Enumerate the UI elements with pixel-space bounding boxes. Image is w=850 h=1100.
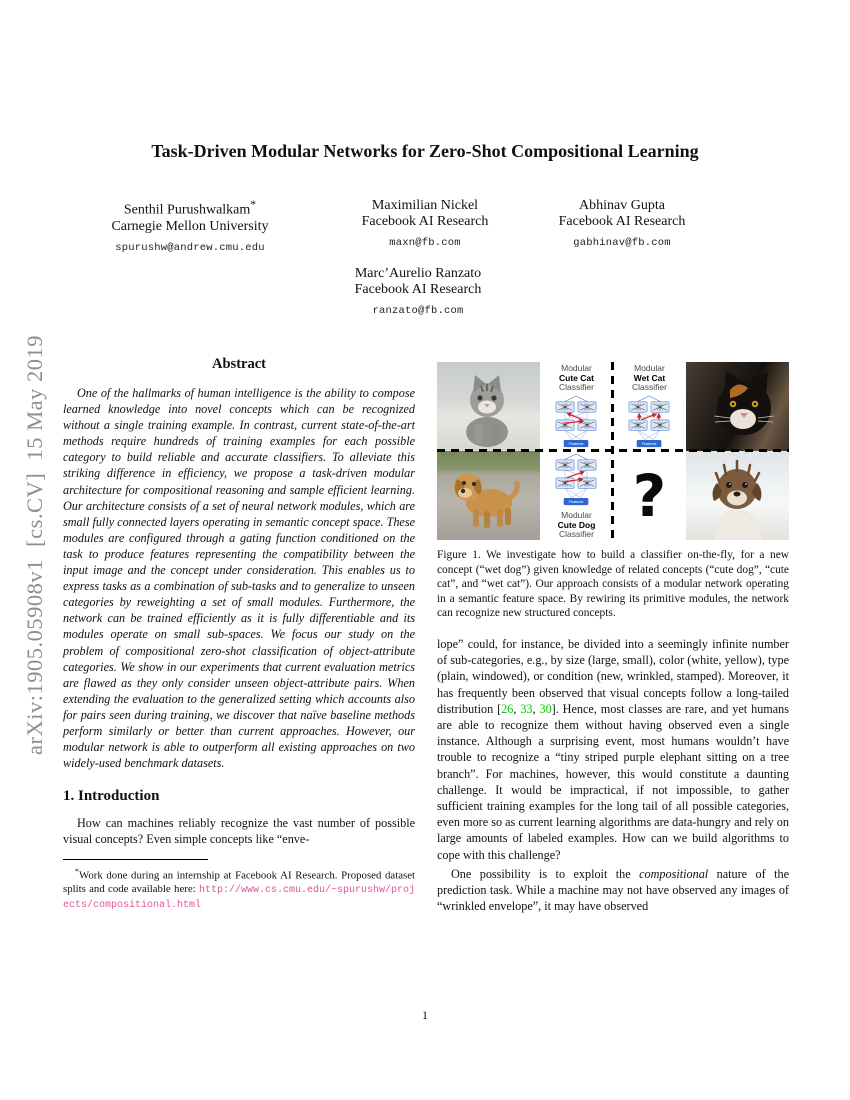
author-block-4 — [288, 266, 548, 317]
footnote-marker: * — [75, 866, 79, 876]
paragraph-text: nature of the prediction task. While a machine may not have observed any images of “wrinkled envelope”, it may have observed — [437, 866, 789, 914]
cute-cat-photo — [437, 362, 540, 451]
unknown-classifier-placeholder — [613, 451, 686, 540]
citation-33[interactable]: 33 — [520, 701, 533, 716]
figure-1 — [437, 362, 789, 621]
classifier-label-line: Modular — [634, 363, 665, 373]
footnote — [63, 865, 415, 913]
figure-1-caption: Figure 1. We investigate how to build a classifier on-the-fly, for a new concept (“wet dog”) given knowledge of related concepts (“cute dog”, “cute cat”, and “wet cat”). Our approach consists of a modular network operating in a semantic feature space. By rewiring its primitive modules, the network can recognize new structured concepts. — [437, 549, 789, 620]
classifier-label-line: Cute Cat — [559, 372, 594, 383]
section-heading-introduction: 1. Introduction — [63, 788, 160, 805]
wet-cat-photo — [686, 362, 789, 451]
paper-title: Task-Driven Modular Networks for Zero-Shot Compositional Learning — [151, 141, 699, 161]
author-affiliation: Facebook AI Research — [361, 214, 489, 229]
modular-network-diagram — [554, 452, 598, 509]
author-block-1 — [60, 198, 320, 254]
introduction-paragraph: How can machines reliably recognize the vast number of possible visual concepts? Even simple concepts like “enve- — [63, 816, 415, 847]
citation-separator: , — [532, 701, 540, 716]
author-affiliation: Facebook AI Research — [354, 282, 482, 297]
author-affiliation: Facebook AI Research — [558, 214, 686, 229]
abstract-heading: Abstract — [212, 356, 266, 372]
wet-cat-illustration — [686, 362, 789, 451]
modular-network-diagram — [627, 394, 671, 451]
arxiv-watermark: arXiv:1905.05908v1 [cs.CV] 15 May 2019 — [22, 335, 47, 755]
author-name: Marc’Aurelio Ranzato — [354, 266, 482, 281]
figure-1-panel — [437, 362, 789, 540]
body-paragraph-1 — [437, 636, 789, 863]
citation-30[interactable]: 30 — [539, 701, 552, 716]
features-label: Features — [569, 500, 584, 505]
cute-dog-classifier — [540, 451, 613, 540]
question-mark-symbol: ? — [632, 461, 667, 530]
page-number: 1 — [422, 1008, 428, 1022]
author-email: gabhinav@fb.com — [573, 237, 671, 249]
classifier-label-line: Classifier — [559, 382, 594, 392]
footnote-text: Work done during an internship at Facebook AI Research. Proposed dataset splits and code available here: — [63, 869, 415, 896]
body-paragraph-2 — [437, 866, 789, 915]
code-url-link[interactable]: http://www.cs.cmu.edu/~spurushw/projects/compositional.html — [63, 885, 415, 911]
classifier-label-line: Modular — [561, 363, 592, 373]
cute-dog-illustration — [437, 451, 540, 540]
right-column — [437, 362, 789, 914]
author-affiliation: Carnegie Mellon University — [111, 218, 269, 234]
wet-cat-classifier-label — [632, 362, 667, 393]
left-column — [63, 356, 415, 913]
classifier-label-line: Classifier — [632, 382, 667, 392]
paragraph-text: lope” could, for instance, be divided into a seemingly infinite number of sub-categories, e.g., by size (large, small), color (white, yellow), type (plain, windowed), or condition (new, wrinkled, stamped). Moreover, it has frequently been observed that visual concepts follow a long-tailed distribution [ — [437, 636, 789, 716]
cute-cat-illustration — [437, 362, 540, 451]
wet-dog-photo — [686, 451, 789, 540]
citation-separator: , — [513, 701, 521, 716]
author-email: spurushw@andrew.cmu.edu — [115, 241, 265, 254]
wet-cat-classifier — [613, 362, 686, 451]
emphasized-word: compositional — [639, 866, 709, 881]
author-block-3 — [492, 198, 752, 249]
citation-26[interactable]: 26 — [501, 701, 514, 716]
author-name: Abhinav Gupta — [579, 198, 665, 213]
classifier-label-line: Wet Cat — [633, 372, 666, 383]
abstract-text: One of the hallmarks of human intelligence is the ability to compose learned knowledge into novel concepts which can be recognized without a single training example. In contrast, current state-of-the-art methods require hundreds of training examples for each possible category to build reliable and accurate classifiers. To alleviate this striking difference in efficiency, we propose a task-driven modular architecture for compositional reasoning and sample efficient learning. Our architecture consists of a set of neural network modules, which are small fully connected layers operating in semantic concept space. These modules are configured through a gating function conditioned on the task to produce features representing the compatibility between the input image and the concept under consideration. This enables us to express tasks as a combination of sub-tasks and to generalize to unseen categories by reweighting a set of small modules. Furthermore, the network can be trained efficiently as it is fully differentiable and its modules operate on small sub-spaces. We focus our study on the problem of compositional zero-shot classification of object-attribute categories. We show in our experiments that current evaluation metrics are flawed as they only consider unseen object-attribute pairs. When extending the evaluation to the generalized setting which accounts also for pairs seen during training, we discover that naïve baseline methods perform similarly or better than current approaches. However, our modular network is able to outperform all existing approaches on two widely-used benchmark datasets. — [63, 386, 415, 771]
classifier-label-line: Modular — [561, 510, 592, 520]
author-name: Maximilian Nickel — [371, 198, 479, 213]
classifier-label-line: Classifier — [559, 529, 594, 539]
classifier-label-line: Cute Dog — [557, 519, 596, 530]
author-footnote-mark: * — [250, 198, 257, 211]
author-email: ranzato@fb.com — [372, 305, 464, 317]
author-email: maxn@fb.com — [389, 237, 461, 249]
footnote-rule — [63, 859, 208, 860]
modular-network-diagram — [554, 394, 598, 451]
wet-dog-illustration — [686, 451, 789, 540]
cute-dog-photo — [437, 451, 540, 540]
figure-divider-vertical — [611, 362, 614, 540]
cute-dog-classifier-label — [558, 509, 596, 540]
cute-cat-classifier — [540, 362, 613, 451]
paragraph-text: One possibility is to exploit the — [451, 866, 640, 881]
author-name: Senthil Purushwalkam* — [123, 198, 257, 218]
features-label: Features — [569, 441, 584, 446]
paragraph-text: ]. Hence, most classes are rare, and yet humans are able to recognize them without having observed even a single instance. Although a surprising event, most humans wouldn’t have trouble to recognize a “tiny striped purple elephant sitting on a tree branch”. For machines, however, this would constitute a daunting challenge. It would be impractical, if not impossible, to gather sufficient training examples for the long tail of all possible categories, even more so as current learning algorithms are data-hungry and rely on large amounts of labeled examples. How can we build algorithms to cope with this challenge? — [437, 701, 790, 862]
cute-cat-classifier-label — [559, 362, 594, 393]
features-label: Features — [642, 441, 657, 446]
